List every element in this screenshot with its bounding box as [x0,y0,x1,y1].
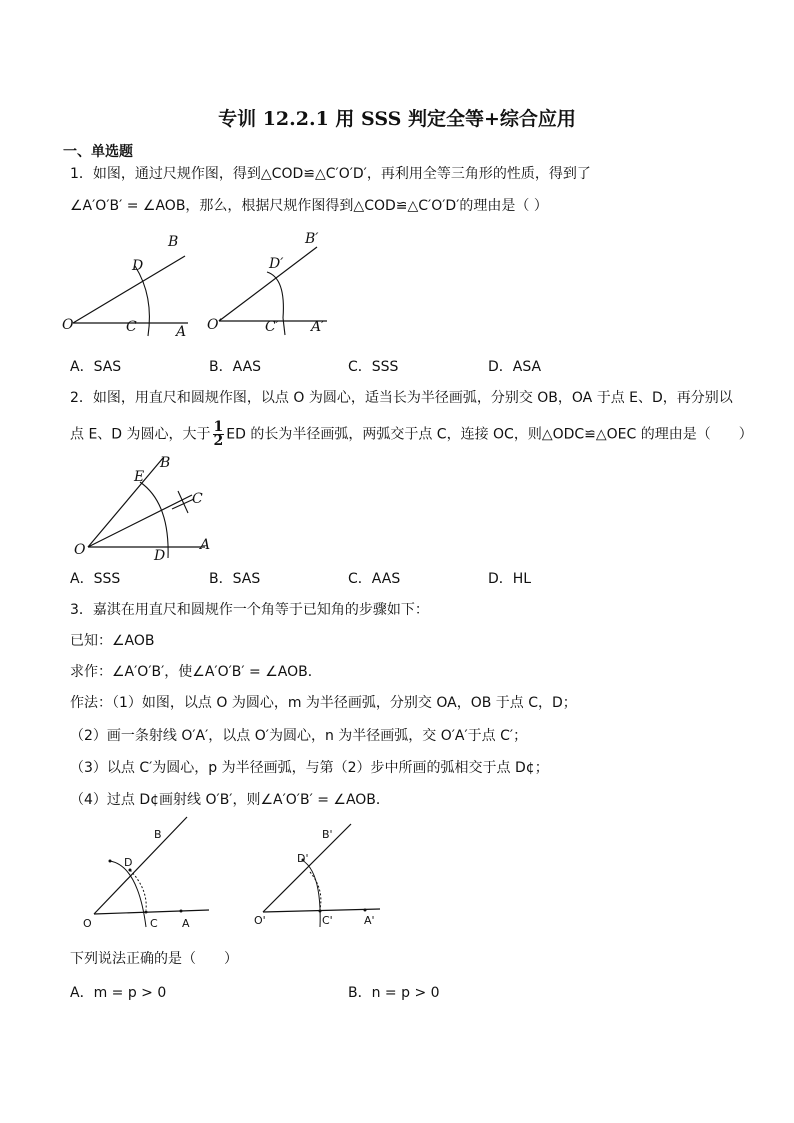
q1-label-a: A [176,324,187,340]
section-heading: 一、单选题 [63,144,133,160]
q2-stem-line2-start: 点 E、D 为圆心，大于 [70,426,211,443]
q2-option-d[interactable]: D．HL [488,571,532,587]
q1-option-a[interactable]: A．SAS [70,359,122,375]
q3-label-d: D [124,856,133,869]
q3-stem-line1: 3．嘉淇在用直尺和圆规作一个角等于已知角的步骤如下： [70,602,429,618]
q3-figure-right [250,814,385,939]
q3-label-d-prime: D' [297,852,309,865]
q1-label-o-prime: O′ [207,317,222,333]
q3-find: 求作：∠A′O′B′，使∠A′O′B′ = ∠AOB． [70,664,322,680]
q2-figure [70,453,220,563]
q3-step4: （4）过点 D¢画射线 O′B′，则∠A′O′B′ = ∠AOB． [70,792,390,808]
q3-option-a[interactable]: A．m = p > 0 [70,985,167,1001]
q3-label-o-prime: O' [254,914,266,927]
q3-step3: （3）以点 C′为圆心，p 为半径画弧，与第（2）步中所画的弧相交于点 D¢； [70,760,549,776]
q3-label-o: O [83,917,92,930]
q1-label-d-prime: D′ [269,256,284,272]
q3-label-b: B [154,828,162,841]
q1-label-b-prime: B′ [305,231,319,247]
q2-label-e: E [134,469,145,485]
q2-label-d: D [154,548,166,564]
q1-option-d[interactable]: D．ASA [488,359,542,375]
q1-option-c[interactable]: C．SSS [348,359,399,375]
q2-option-a[interactable]: A．SSS [70,571,121,587]
q2-label-b: B [160,455,171,471]
q2-stem-line2 [70,421,753,448]
q1-stem-line2: ∠A′O′B′ = ∠AOB，那么，根据尺规作图得到△COD≌△C′O′D′的理由是（ ） [70,198,548,214]
q1-label-c-prime: C′ [265,319,279,335]
q2-stem-line1: 2．如图，用直尺和圆规作图，以点 O 为圆心，适当长为半径画弧，分别交 OB，OA 于点 E、D，再分别以 [70,390,733,406]
fraction-numerator: 1 [213,419,224,435]
q3-figure-left [80,814,215,939]
q1-stem-line1: 1．如图，通过尺规作图，得到△COD≌△C′O′D′，再利用全等三角形的性质，得到了 [70,166,591,182]
fraction-denominator: 2 [213,433,224,449]
q1-label-o: O [62,317,74,333]
q3-option-b[interactable]: B．n = p > 0 [348,985,440,1001]
q3-label-c-prime: C' [322,914,333,927]
q2-label-o: O [74,542,86,558]
q2-stem-line2-end: ED 的长为半径画弧，两弧交于点 C，连接 OC，则△ODC≌△OEC 的理由是（ ） [226,426,753,443]
q3-label-a: A [182,917,190,930]
page-title: 专训 12.2.1 用 SSS 判定全等+综合应用 [218,108,576,130]
q2-label-c: C [192,491,203,507]
q1-label-c: C [126,319,137,335]
q1-label-a-prime: A′ [311,319,325,335]
q3-step2: （2）画一条射线 O′A′，以点 O′为圆心，n 为半径画弧，交 O′A′于点 C′； [70,728,528,744]
q1-option-b[interactable]: B．AAS [209,359,262,375]
q1-figure-left [60,228,200,343]
q2-label-a: A [200,537,211,553]
q2-option-b[interactable]: B．SAS [209,571,261,587]
q3-prompt: 下列说法正确的是（ ） [70,951,238,967]
q3-label-b-prime: B' [322,828,333,841]
q1-label-d: D [132,258,144,274]
fraction-one-half [213,421,225,448]
q1-figure-right [205,228,345,343]
q3-label-c: C [150,917,158,930]
q3-known: 已知：∠AOB [70,633,155,649]
q3-label-a-prime: A' [364,914,375,927]
q2-option-c[interactable]: C．AAS [348,571,401,587]
q1-label-b: B [168,234,179,250]
q3-step1: 作法：（1）如图，以点 O 为圆心，m 为半径画弧，分别交 OA，OB 于点 C，D； [70,695,577,711]
